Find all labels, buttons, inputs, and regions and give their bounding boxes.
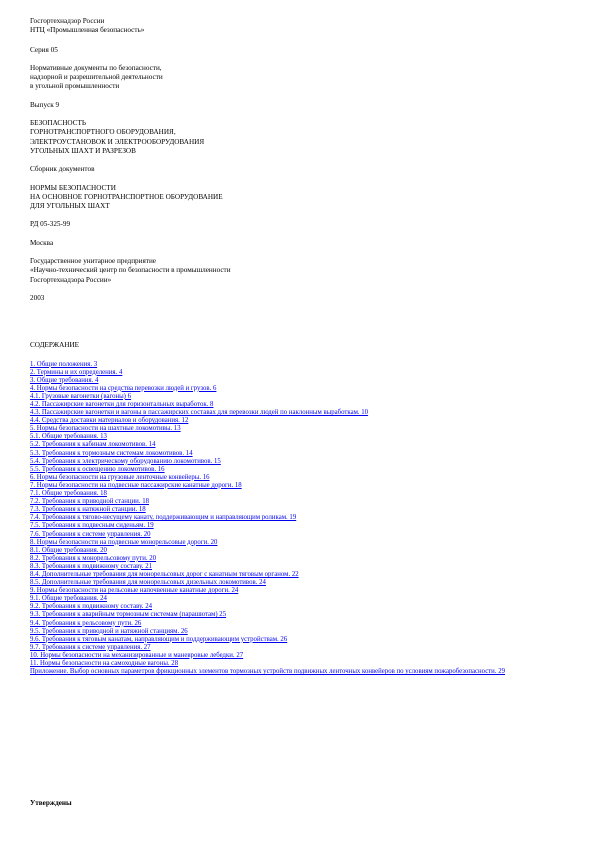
toc-link[interactable]: 2. Термины и их определения. 4 xyxy=(30,368,123,376)
collection-label: Сборник документов xyxy=(30,165,95,174)
toc-link[interactable]: 6. Нормы безопасности на грузовые ленточные конвейеры. 16 xyxy=(30,473,210,481)
toc-link[interactable]: 7.1. Общие требования. 18 xyxy=(30,490,107,498)
toc-link[interactable]: 9.5. Требования к приводной и натяжной станциям. 26 xyxy=(30,627,188,635)
norms-title-line-1: НОРМЫ БЕЗОПАСНОСТИ xyxy=(30,183,116,192)
toc-link[interactable]: 7.6. Требования к системе управления. 20 xyxy=(30,530,151,538)
publisher-line-2: «Научно-технический центр по безопасности в промышленности xyxy=(30,266,231,275)
toc-link[interactable]: 4. Нормы безопасности на средства перевозки людей и грузов. 6 xyxy=(30,384,217,392)
issue-label: Выпуск 9 xyxy=(30,100,60,109)
series-title-line-3: в угольной промышленности xyxy=(30,82,120,91)
toc-link[interactable]: 4.1. Грузовые вагонетки (вагоны) 6 xyxy=(30,392,132,400)
main-title-line-4: УГОЛЬНЫХ ШАХТ И РАЗРЕЗОВ xyxy=(30,146,136,155)
toc-link[interactable]: 7.4. Требования к тягово-несущему канату, поддерживающим и направляющим роликам. 19 xyxy=(30,514,297,522)
toc-link[interactable]: 9.7. Требования к системе управления. 27 xyxy=(30,643,151,651)
city: Москва xyxy=(30,238,54,247)
norms-title-line-3: ДЛЯ УГОЛЬНЫХ ШАХТ xyxy=(30,202,110,211)
main-title-line-3: ЭЛЕКТРОУСТАНОВОК И ЭЛЕКТРООБОРУДОВАНИЯ xyxy=(30,137,205,146)
toc-link[interactable]: 5.3. Требования к тормозным системам локомотивов. 14 xyxy=(30,449,193,457)
header-org1: Госгортехнадзор России xyxy=(30,17,105,25)
document-page xyxy=(30,17,570,676)
toc-link[interactable]: Приложение. Выбор основных параметров фрикционных элементов тормозных устройств подвижных ленточных конвейеров по условиям пожаробезопасности. 29 xyxy=(30,668,506,676)
publication-year: 2003 xyxy=(30,293,45,302)
toc-link[interactable]: 9.1. Общие требования. 24 xyxy=(30,595,107,603)
norms-title-line-2: НА ОСНОВНОЕ ГОРНОТРАНСПОРТНОЕ ОБОРУДОВАНИЕ xyxy=(30,192,223,201)
publisher-line-3: Госгортехнадзора России» xyxy=(30,275,112,284)
toc-link[interactable]: 7.3. Требования к натяжной станции. 18 xyxy=(30,506,146,514)
toc-link[interactable]: 5.5. Требования к освещению локомотивов. 16 xyxy=(30,465,165,473)
toc-link[interactable]: 5.2. Требования к кабинам локомотивов. 14 xyxy=(30,441,156,449)
toc-link[interactable]: 8.2. Требования к монорельсовому пути. 20 xyxy=(30,554,157,562)
toc-link[interactable]: 4.4. Средства доставки материалов и оборудования. 12 xyxy=(30,417,189,425)
series-label: Серия 05 xyxy=(30,45,58,54)
toc-link[interactable]: 9.6. Требования к тяговым канатам, направляющим и поддерживающим устройствам. 26 xyxy=(30,635,288,643)
publisher-line-1: Государственное унитарное предприятие xyxy=(30,257,156,266)
toc-link[interactable]: 7.2. Требования к приводной станции. 18 xyxy=(30,498,149,506)
toc-link[interactable]: 8.4. Дополнительные требования для монорельсовых дорог с канатным тяговым органом. 22 xyxy=(30,570,299,578)
footer-approved: Утверждены xyxy=(30,799,72,807)
toc-link[interactable]: 10. Нормы безопасности на механизированные и маневровые лебедки. 27 xyxy=(30,651,244,659)
toc-link[interactable]: 8. Нормы безопасности на подвесные монорельсовые дороги. 20 xyxy=(30,538,218,546)
toc-link[interactable]: 4.2. Пассажирские вагонетки для горизонтальных выработок. 8 xyxy=(30,401,214,408)
toc-link[interactable]: 7. Нормы безопасности на подвесные пассажирские канатные дороги. 18 xyxy=(30,481,242,489)
toc-link[interactable]: 9.3. Требования к аварийным тормозным системам (парашютам) 25 xyxy=(30,611,227,619)
series-title-line-2: надзорной и разрешительной деятельности xyxy=(30,73,163,82)
toc-link[interactable]: 9. Нормы безопасности на рельсовые напочвенные канатные дороги. 24 xyxy=(30,587,239,595)
toc-link[interactable]: 8.3. Требования к подвижному составу. 21 xyxy=(30,562,153,570)
header-org2: НТЦ «Промышленная безопасность» xyxy=(30,26,145,35)
toc-link[interactable]: 3. Общие требования. 4 xyxy=(30,376,99,384)
document-code: РД 05-325-99 xyxy=(30,220,71,229)
main-title-line-1: БЕЗОПАСНОСТЬ xyxy=(30,119,86,128)
toc-link[interactable]: 7.5. Требования к подвесным сиденьям. 19 xyxy=(30,522,154,530)
series-title-line-1: Нормативные документы по безопасности, xyxy=(30,63,162,72)
toc-link[interactable]: 1. Общие положения. 3 xyxy=(30,360,98,368)
toc-link[interactable]: 5.1. Общие требования. 13 xyxy=(30,433,107,441)
toc-link[interactable]: 11. Нормы безопасности на самоходные вагоны. 28 xyxy=(30,660,179,667)
toc-link[interactable]: 9.4. Требования к рельсовому пути. 26 xyxy=(30,619,142,627)
toc-link[interactable]: 5. Нормы безопасности на шахтные локомотивы. 13 xyxy=(30,425,181,433)
toc-link[interactable]: 5.4. Требования к электрическому оборудованию локомотивов. 15 xyxy=(30,457,221,465)
toc-link[interactable]: 8.1. Общие требования. 20 xyxy=(30,546,107,554)
toc-title: СОДЕРЖАНИЕ xyxy=(30,341,80,350)
main-title-line-2: ГОРНОТРАНСПОРТНОГО ОБОРУДОВАНИЯ, xyxy=(30,128,176,137)
table-of-contents xyxy=(30,361,570,677)
toc-link[interactable]: 4.3. Пассажирские вагонетки и вагоны в пассажирских составах для перевозки людей по наклонным выработкам. 10 xyxy=(30,409,369,417)
toc-link[interactable]: 9.2. Требования к подвижному составу. 24 xyxy=(30,603,153,611)
toc-link[interactable]: 8.5. Дополнительные требования для монорельсовых дизельных локомотивов. 24 xyxy=(30,579,266,587)
